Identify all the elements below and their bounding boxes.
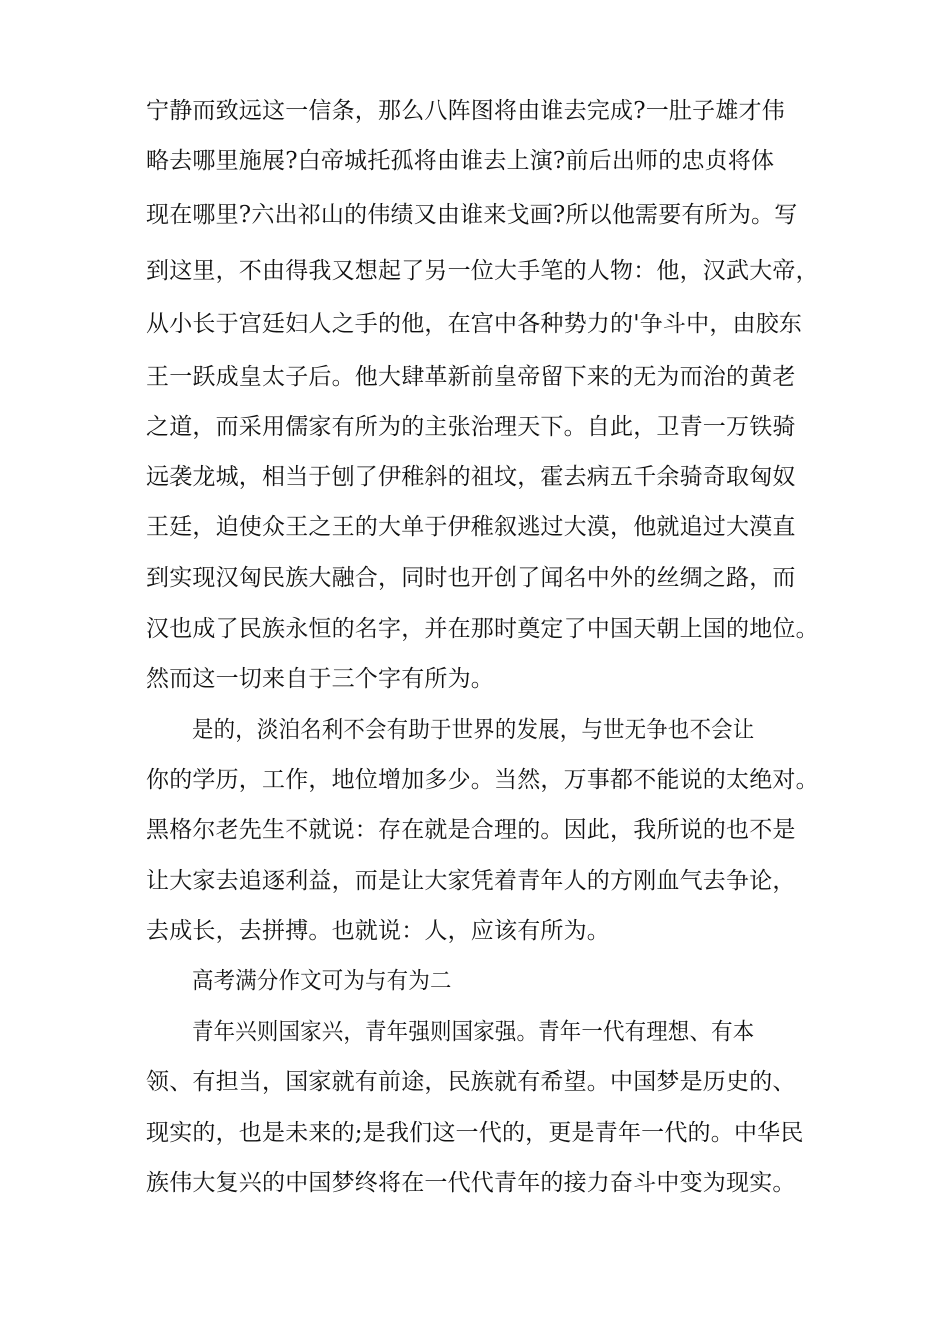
text-line: 现在哪里?六出祁山的伟绩又由谁来戈画?所以他需要有所为。写 xyxy=(146,202,798,228)
text-line: 领、有担当，国家就有前途，民族就有希望。中国梦是历史的、 xyxy=(146,1069,796,1095)
text-line: 王廷，迫使众王之王的大单于伊稚叙逃过大漠，他就追过大漠直 xyxy=(146,514,796,540)
text-line: 去成长，去拼搏。也就说：人，应该有所为。 xyxy=(146,918,610,944)
text-line: 你的学历，工作，地位增加多少。当然，万事都不能说的太绝对。 xyxy=(146,767,819,793)
paragraph-first-line: 是的，淡泊名利不会有助于世界的发展，与世无争也不会让 xyxy=(192,717,755,743)
text-line: 现实的，也是未来的;是我们这一代的，更是青年一代的。中华民 xyxy=(146,1120,804,1146)
text-line: 略去哪里施展?白帝城托孤将由谁去上演?前后出师的忠贞将体 xyxy=(146,148,775,174)
text-line: 宁静而致远这一信条，那么八阵图将由谁去完成?一肚子雄才伟 xyxy=(146,98,785,124)
text-line: 黑格尔老先生不就说：存在就是合理的。因此，我所说的也不是 xyxy=(146,817,796,843)
text-line: 到这里，不由得我又想起了另一位大手笔的人物：他，汉武大帝， xyxy=(146,258,819,284)
section-heading: 高考满分作文可为与有为二 xyxy=(192,968,452,994)
paragraph-first-line: 青年兴则国家兴，青年强则国家强。青年一代有理想、有本 xyxy=(192,1019,755,1045)
text-line: 远袭龙城，相当于刨了伊稚斜的祖坟，霍去病五千余骑奇取匈奴 xyxy=(146,464,796,490)
text-line: 王一跃成皇太子后。他大肆革新前皇帝留下来的无为而治的黄老 xyxy=(146,364,796,390)
text-line: 从小长于宫廷妇人之手的他，在宫中各种势力的'争斗中，由胶东 xyxy=(146,311,803,337)
text-line: 让大家去追逐利益，而是让大家凭着青年人的方刚血气去争论， xyxy=(146,868,796,894)
text-line: 汉也成了民族永恒的名字，并在那时奠定了中国天朝上国的地位。 xyxy=(146,616,819,642)
text-line: 之道，而采用儒家有所为的主张治理天下。自此，卫青一万铁骑 xyxy=(146,414,796,440)
text-line: 然而这一切来自于三个字有所为。 xyxy=(146,666,494,692)
text-line: 到实现汉匈民族大融合，同时也开创了闻名中外的丝绸之路，而 xyxy=(146,565,796,591)
text-line: 族伟大复兴的中国梦终将在一代代青年的接力奋斗中变为现实。 xyxy=(146,1170,796,1196)
